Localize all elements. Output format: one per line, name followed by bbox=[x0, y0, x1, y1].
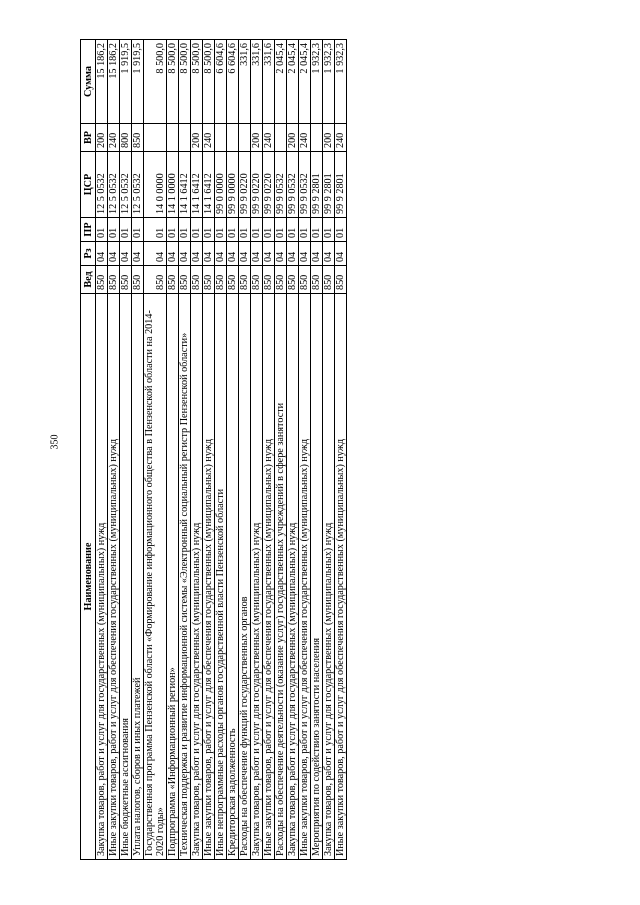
cell-ved: 850 bbox=[96, 266, 108, 294]
budget-table-frame bbox=[80, 40, 510, 860]
cell-ved: 850 bbox=[108, 266, 120, 294]
cell-name: Кредиторская задолженность bbox=[227, 294, 239, 860]
cell-csr: 99 9 0220 bbox=[263, 152, 275, 218]
cell-ved: 850 bbox=[144, 266, 167, 294]
cell-pr: 01 bbox=[144, 218, 167, 242]
table-row bbox=[179, 40, 191, 860]
cell-vr bbox=[275, 124, 287, 152]
cell-csr: 14 0 0000 bbox=[144, 152, 167, 218]
cell-ved: 850 bbox=[299, 266, 311, 294]
cell-vr: 850 bbox=[132, 124, 144, 152]
cell-csr: 12 5 0532 bbox=[120, 152, 132, 218]
cell-sum: 15 186,2 bbox=[108, 40, 120, 124]
cell-pr: 01 bbox=[335, 218, 347, 242]
table-row bbox=[239, 40, 251, 860]
table-row bbox=[227, 40, 239, 860]
table-row bbox=[144, 40, 167, 860]
cell-name: Закупка товаров, работ и услуг для государственных (муниципальных) нужд bbox=[323, 294, 335, 860]
table-row bbox=[311, 40, 323, 860]
cell-vr: 240 bbox=[108, 124, 120, 152]
cell-ved: 850 bbox=[191, 266, 203, 294]
cell-vr bbox=[179, 124, 191, 152]
table-row bbox=[275, 40, 287, 860]
cell-ved: 850 bbox=[120, 266, 132, 294]
cell-csr: 12 5 0532 bbox=[108, 152, 120, 218]
table-row bbox=[96, 40, 108, 860]
header-name: Наименование bbox=[81, 294, 96, 860]
cell-vr bbox=[239, 124, 251, 152]
header-rz: Рз bbox=[81, 242, 96, 266]
cell-csr: 99 9 0000 bbox=[227, 152, 239, 218]
cell-rz: 04 bbox=[335, 242, 347, 266]
cell-pr: 01 bbox=[191, 218, 203, 242]
cell-ved: 850 bbox=[227, 266, 239, 294]
cell-sum: 1 919,5 bbox=[132, 40, 144, 124]
cell-ved: 850 bbox=[167, 266, 179, 294]
cell-rz: 04 bbox=[323, 242, 335, 266]
cell-ved: 850 bbox=[263, 266, 275, 294]
header-pr: ПР bbox=[81, 218, 96, 242]
cell-vr: 800 bbox=[120, 124, 132, 152]
cell-sum: 6 604,6 bbox=[227, 40, 239, 124]
table-row bbox=[167, 40, 179, 860]
cell-name: Иные бюджетные ассигнования bbox=[120, 294, 132, 860]
cell-rz: 04 bbox=[251, 242, 263, 266]
header-csr: ЦСР bbox=[81, 152, 96, 218]
cell-name: Расходы на обеспечение деятельности (оказание услуг) государственных учреждений в сфере занятости bbox=[275, 294, 287, 860]
budget-table bbox=[80, 39, 347, 860]
cell-vr bbox=[311, 124, 323, 152]
cell-ved: 850 bbox=[239, 266, 251, 294]
table-row bbox=[287, 40, 299, 860]
cell-name: Расходы на обеспечение функций государственных органов bbox=[239, 294, 251, 860]
cell-csr: 99 9 0220 bbox=[239, 152, 251, 218]
table-body bbox=[96, 40, 347, 860]
cell-sum: 6 604,6 bbox=[215, 40, 227, 124]
cell-pr: 01 bbox=[251, 218, 263, 242]
cell-rz: 04 bbox=[299, 242, 311, 266]
cell-csr: 99 9 0532 bbox=[275, 152, 287, 218]
cell-csr: 99 0 0000 bbox=[215, 152, 227, 218]
cell-csr: 14 1 6412 bbox=[179, 152, 191, 218]
cell-pr: 01 bbox=[287, 218, 299, 242]
table-row bbox=[203, 40, 215, 860]
cell-pr: 01 bbox=[275, 218, 287, 242]
cell-csr: 99 9 0532 bbox=[299, 152, 311, 218]
cell-name: Иные закупки товаров, работ и услуг для обеспечения государственных (муниципальных) нужд bbox=[299, 294, 311, 860]
cell-sum: 8 500,0 bbox=[203, 40, 215, 124]
cell-sum: 331,6 bbox=[263, 40, 275, 124]
cell-csr: 14 1 6412 bbox=[203, 152, 215, 218]
cell-rz: 04 bbox=[227, 242, 239, 266]
cell-name: Уплата налогов, сборов и иных платежей bbox=[132, 294, 144, 860]
cell-sum: 8 500,0 bbox=[144, 40, 167, 124]
cell-rz: 04 bbox=[275, 242, 287, 266]
cell-ved: 850 bbox=[179, 266, 191, 294]
cell-csr: 12 5 0532 bbox=[132, 152, 144, 218]
cell-rz: 04 bbox=[108, 242, 120, 266]
cell-sum: 1 932,3 bbox=[311, 40, 323, 124]
cell-vr: 240 bbox=[203, 124, 215, 152]
cell-pr: 01 bbox=[227, 218, 239, 242]
cell-vr: 240 bbox=[335, 124, 347, 152]
cell-vr: 200 bbox=[323, 124, 335, 152]
table-row bbox=[120, 40, 132, 860]
cell-csr: 99 9 2801 bbox=[335, 152, 347, 218]
table-row bbox=[263, 40, 275, 860]
cell-ved: 850 bbox=[132, 266, 144, 294]
cell-rz: 04 bbox=[203, 242, 215, 266]
cell-rz: 04 bbox=[239, 242, 251, 266]
cell-pr: 01 bbox=[263, 218, 275, 242]
cell-csr: 12 5 0532 bbox=[96, 152, 108, 218]
cell-ved: 850 bbox=[215, 266, 227, 294]
cell-rz: 04 bbox=[179, 242, 191, 266]
cell-sum: 2 045,4 bbox=[299, 40, 311, 124]
cell-sum: 2 045,4 bbox=[287, 40, 299, 124]
cell-sum: 1 932,3 bbox=[335, 40, 347, 124]
cell-name: Иные закупки товаров, работ и услуг для обеспечения государственных (муниципальных) нужд bbox=[108, 294, 120, 860]
table-row bbox=[299, 40, 311, 860]
cell-pr: 01 bbox=[108, 218, 120, 242]
cell-name: Закупка товаров, работ и услуг для государственных (муниципальных) нужд bbox=[96, 294, 108, 860]
cell-rz: 04 bbox=[311, 242, 323, 266]
cell-vr bbox=[227, 124, 239, 152]
table-row bbox=[215, 40, 227, 860]
cell-vr: 200 bbox=[191, 124, 203, 152]
cell-pr: 01 bbox=[96, 218, 108, 242]
cell-sum: 1 932,3 bbox=[323, 40, 335, 124]
cell-ved: 850 bbox=[287, 266, 299, 294]
cell-rz: 04 bbox=[144, 242, 167, 266]
cell-sum: 331,6 bbox=[239, 40, 251, 124]
cell-csr: 99 9 2801 bbox=[311, 152, 323, 218]
cell-pr: 01 bbox=[132, 218, 144, 242]
table-row bbox=[191, 40, 203, 860]
cell-rz: 04 bbox=[96, 242, 108, 266]
cell-name: Подпрограмма «Информационный регион» bbox=[167, 294, 179, 860]
cell-ved: 850 bbox=[275, 266, 287, 294]
cell-sum: 2 045,4 bbox=[275, 40, 287, 124]
page-number: 350 bbox=[49, 434, 61, 450]
cell-csr: 14 1 0000 bbox=[167, 152, 179, 218]
cell-csr: 99 9 0220 bbox=[251, 152, 263, 218]
cell-sum: 1 919,5 bbox=[120, 40, 132, 124]
cell-pr: 01 bbox=[179, 218, 191, 242]
table-row bbox=[335, 40, 347, 860]
table-row bbox=[132, 40, 144, 860]
table-row bbox=[251, 40, 263, 860]
cell-sum: 331,6 bbox=[251, 40, 263, 124]
cell-ved: 850 bbox=[311, 266, 323, 294]
cell-vr: 200 bbox=[251, 124, 263, 152]
cell-name: Закупка товаров, работ и услуг для государственных (муниципальных) нужд bbox=[191, 294, 203, 860]
cell-ved: 850 bbox=[251, 266, 263, 294]
cell-name: Закупка товаров, работ и услуг для государственных (муниципальных) нужд bbox=[287, 294, 299, 860]
header-ved: Вед bbox=[81, 266, 96, 294]
header-vr: ВР bbox=[81, 124, 96, 152]
cell-pr: 01 bbox=[299, 218, 311, 242]
cell-rz: 04 bbox=[263, 242, 275, 266]
cell-pr: 01 bbox=[203, 218, 215, 242]
cell-vr: 200 bbox=[96, 124, 108, 152]
cell-pr: 01 bbox=[323, 218, 335, 242]
cell-pr: 01 bbox=[120, 218, 132, 242]
cell-vr: 240 bbox=[299, 124, 311, 152]
header-sum: Сумма bbox=[81, 40, 96, 124]
cell-name: Мероприятия по содействию занятости населения bbox=[311, 294, 323, 860]
cell-rz: 04 bbox=[120, 242, 132, 266]
cell-pr: 01 bbox=[167, 218, 179, 242]
cell-ved: 850 bbox=[335, 266, 347, 294]
cell-vr bbox=[215, 124, 227, 152]
cell-vr bbox=[167, 124, 179, 152]
cell-sum: 15 186,2 bbox=[96, 40, 108, 124]
cell-csr: 14 1 6412 bbox=[191, 152, 203, 218]
cell-sum: 8 500,0 bbox=[179, 40, 191, 124]
cell-rz: 04 bbox=[287, 242, 299, 266]
cell-pr: 01 bbox=[311, 218, 323, 242]
cell-pr: 01 bbox=[239, 218, 251, 242]
cell-vr: 240 bbox=[263, 124, 275, 152]
cell-rz: 04 bbox=[132, 242, 144, 266]
table-header-row bbox=[81, 40, 96, 860]
cell-name: Иные закупки товаров, работ и услуг для обеспечения государственных (муниципальных) нужд bbox=[263, 294, 275, 860]
cell-vr bbox=[144, 124, 167, 152]
cell-csr: 99 9 2801 bbox=[323, 152, 335, 218]
cell-sum: 8 500,0 bbox=[167, 40, 179, 124]
cell-csr: 99 9 0532 bbox=[287, 152, 299, 218]
cell-name: Иные закупки товаров, работ и услуг для обеспечения государственных (муниципальных) нужд bbox=[335, 294, 347, 860]
cell-name: Государственная программа Пензенской области «Формирование информационного общества в Пензенской области на 2014-2020 годы» bbox=[144, 294, 167, 860]
cell-name: Закупка товаров, работ и услуг для государственных (муниципальных) нужд bbox=[251, 294, 263, 860]
cell-rz: 04 bbox=[215, 242, 227, 266]
cell-pr: 01 bbox=[215, 218, 227, 242]
cell-vr: 200 bbox=[287, 124, 299, 152]
cell-sum: 8 500,0 bbox=[191, 40, 203, 124]
cell-ved: 850 bbox=[203, 266, 215, 294]
cell-name: Техническая поддержка и развитие информационной системы «Электронный социальный регистр Пензенской области» bbox=[179, 294, 191, 860]
table-row bbox=[108, 40, 120, 860]
cell-rz: 04 bbox=[167, 242, 179, 266]
table-row bbox=[323, 40, 335, 860]
cell-name: Иные закупки товаров, работ и услуг для обеспечения государственных (муниципальных) нужд bbox=[203, 294, 215, 860]
cell-rz: 04 bbox=[191, 242, 203, 266]
cell-ved: 850 bbox=[323, 266, 335, 294]
rotated-page bbox=[80, 40, 510, 860]
cell-name: Иные непрограммные расходы органов государственной власти Пензенской области bbox=[215, 294, 227, 860]
